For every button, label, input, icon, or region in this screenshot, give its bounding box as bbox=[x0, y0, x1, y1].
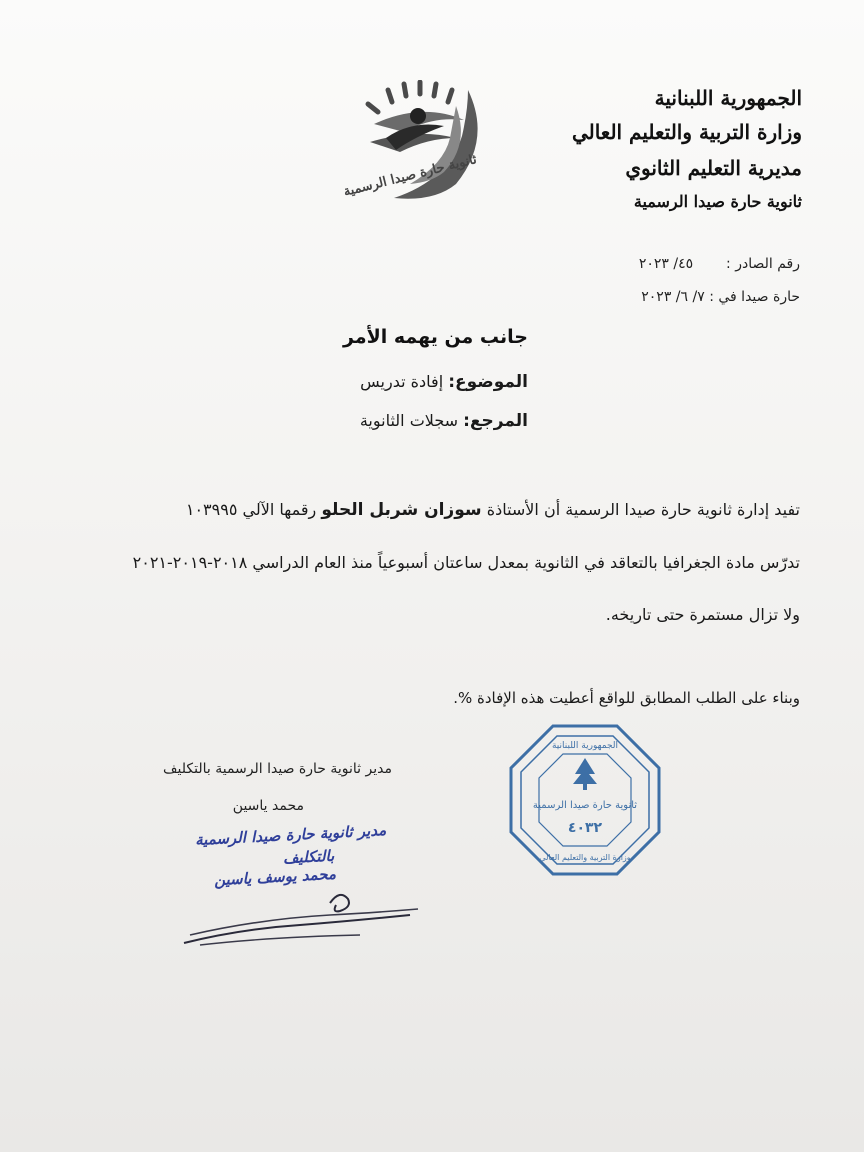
header-directorate: مديرية التعليم الثانوي bbox=[625, 156, 802, 180]
handwritten-signature bbox=[180, 885, 420, 950]
stamp-middle-text: ثانوية حارة صيدا الرسمية bbox=[532, 800, 638, 811]
subject-value: إفادة تدريس bbox=[360, 372, 444, 391]
signature-stamp-line-1: مدير ثانوية حارة صيدا الرسمية bbox=[194, 821, 387, 849]
header-republic: الجمهورية اللبنانية bbox=[654, 86, 802, 110]
issue-date bbox=[641, 289, 800, 305]
issue-date-label: حارة صيدا في : bbox=[709, 289, 800, 305]
letter-heading: جانب من يهمه الأمر bbox=[343, 326, 528, 348]
body-line-2: تدرّس مادة الجغرافيا بالتعاقد في الثانوية بمعدل ساعتان أسبوعياً منذ العام الدراسي ٢٠١٨-٢٠١٩-٢٠٢١ bbox=[132, 553, 800, 572]
reference-value: سجلات الثانوية bbox=[359, 411, 459, 430]
body-intro: تفيد إدارة ثانوية حارة صيدا الرسمية أن الأستاذة bbox=[486, 500, 800, 519]
body-line-3: ولا تزال مستمرة حتى تاريخه. bbox=[605, 605, 800, 624]
subject-label: الموضوع: bbox=[448, 372, 528, 392]
signatory-name: محمد ياسين bbox=[232, 798, 304, 814]
stamp-number: ٤٠٣٢ bbox=[567, 820, 603, 836]
reference-line bbox=[360, 411, 528, 431]
header-ministry: وزارة التربية والتعليم العالي bbox=[571, 120, 802, 144]
signature-stamp-line-3: محمد يوسف ياسين bbox=[213, 864, 337, 890]
stamp-top-text: الجمهورية اللبنانية bbox=[551, 741, 619, 751]
header-school: ثانوية حارة صيدا الرسمية bbox=[633, 192, 802, 211]
body-line-1 bbox=[186, 500, 800, 520]
teacher-name: سوزان شربل الحلو bbox=[321, 500, 482, 520]
outgoing-number bbox=[639, 256, 800, 272]
reference-label: المرجع: bbox=[463, 411, 528, 431]
signature-stamp-line-2: بالتكليف bbox=[282, 846, 335, 868]
subject-line bbox=[360, 372, 528, 392]
cedar-stamp-icon bbox=[505, 720, 665, 880]
stamp-bottom-text: وزارة التربية والتعليم العالي bbox=[539, 853, 631, 862]
outgoing-number-value: ٤٥/ ٢٠٢٣ bbox=[638, 256, 694, 272]
logo-text: ثانوية حارة صيدا الرسمية bbox=[342, 152, 479, 200]
teacher-number: رقمها الآلي ١٠٣٩٩٥ bbox=[185, 500, 317, 519]
body-line-4: وبناء على الطلب المطابق للواقع أعطيت هذه الإفادة %. bbox=[453, 689, 800, 707]
issue-date-value: ٧/ ٦/ ٢٠٢٣ bbox=[641, 289, 705, 305]
signatory-title: مدير ثانوية حارة صيدا الرسمية بالتكليف bbox=[163, 761, 392, 777]
outgoing-number-label: رقم الصادر : bbox=[726, 256, 800, 272]
